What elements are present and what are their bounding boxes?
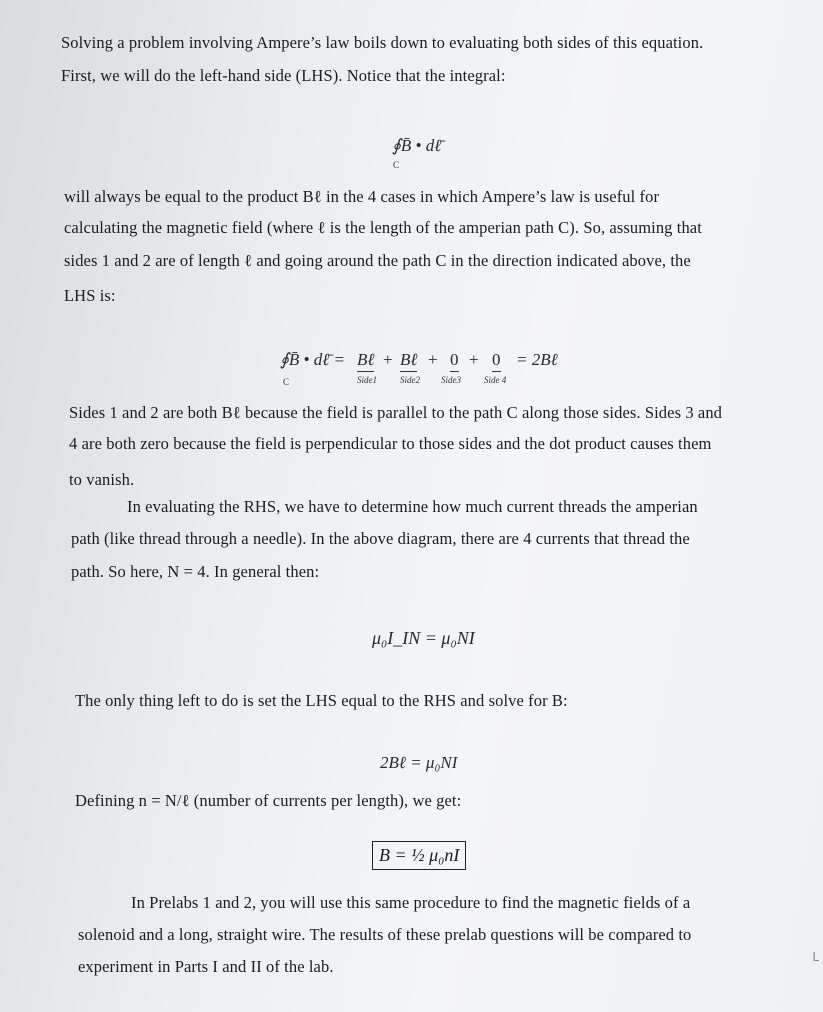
text-line: experiment in Parts I and II of the lab. (78, 957, 334, 976)
plus-sign: + (469, 350, 479, 369)
text-line: In evaluating the RHS, we have to determine how much current threads the amperian (127, 497, 698, 516)
lhs-result: = 2Bℓ (516, 350, 558, 369)
term-side4: 0 (492, 350, 501, 372)
integral-equation: ∮B̄ • dℓ̄ (392, 136, 442, 155)
side-label: Side3 (441, 375, 461, 385)
edge-glyph: L (812, 950, 819, 964)
text-line: calculating the magnetic field (where ℓ is the length of the amperian path C). So, assuming that (64, 218, 702, 237)
text-line: will always be equal to the product Bℓ in the 4 cases in which Ampere’s law is useful for (64, 187, 660, 206)
integral-subscript: C (283, 377, 290, 387)
rhs-equation: μ₀I_IN = μ₀NI (372, 628, 475, 648)
text-line: Sides 1 and 2 are both Bℓ because the field is parallel to the path C along those sides. Sides 3 and (69, 403, 723, 422)
text-line: solenoid and a long, straight wire. The results of these prelab questions will be compared to (78, 925, 692, 944)
side-label: Side 4 (484, 375, 507, 385)
text-line: Defining n = N/ℓ (number of currents per length), we get: (75, 791, 462, 810)
side-label: Side1 (357, 375, 377, 385)
text-line: path (like thread through a needle). In the above diagram, there are 4 currents that thread the (71, 529, 690, 548)
text-line: sides 1 and 2 are of length ℓ and going around the path C in the direction indicated above, the (64, 251, 691, 270)
boxed-result-equation: B = ½ μ₀nI (372, 841, 466, 870)
text-line: LHS is: (64, 286, 116, 305)
solve-equation: 2Bℓ = μ₀NI (380, 753, 458, 772)
plus-sign: + (428, 350, 438, 369)
text-line: to vanish. (69, 470, 135, 489)
text-line: First, we will do the left-hand side (LHS). Notice that the integral: (61, 66, 506, 85)
term-side2: Bℓ (400, 350, 417, 372)
text-line: 4 are both zero because the field is perpendicular to those sides and the dot product causes them (69, 434, 712, 453)
plus-sign: + (383, 350, 393, 369)
side-label: Side2 (400, 375, 420, 385)
text-line: path. So here, N = 4. In general then: (71, 562, 320, 581)
term-side1: Bℓ (357, 350, 374, 372)
text-line: In Prelabs 1 and 2, you will use this same procedure to find the magnetic fields of a (131, 893, 691, 912)
term-side3: 0 (450, 350, 459, 372)
text-line: The only thing left to do is set the LHS equal to the RHS and solve for B: (75, 691, 568, 710)
text-line: Solving a problem involving Ampere’s law boils down to evaluating both sides of this equation. (61, 33, 704, 52)
integral-subscript: C (393, 160, 400, 170)
lhs-integral: ∮B̄ • dℓ̄ = (280, 350, 345, 369)
